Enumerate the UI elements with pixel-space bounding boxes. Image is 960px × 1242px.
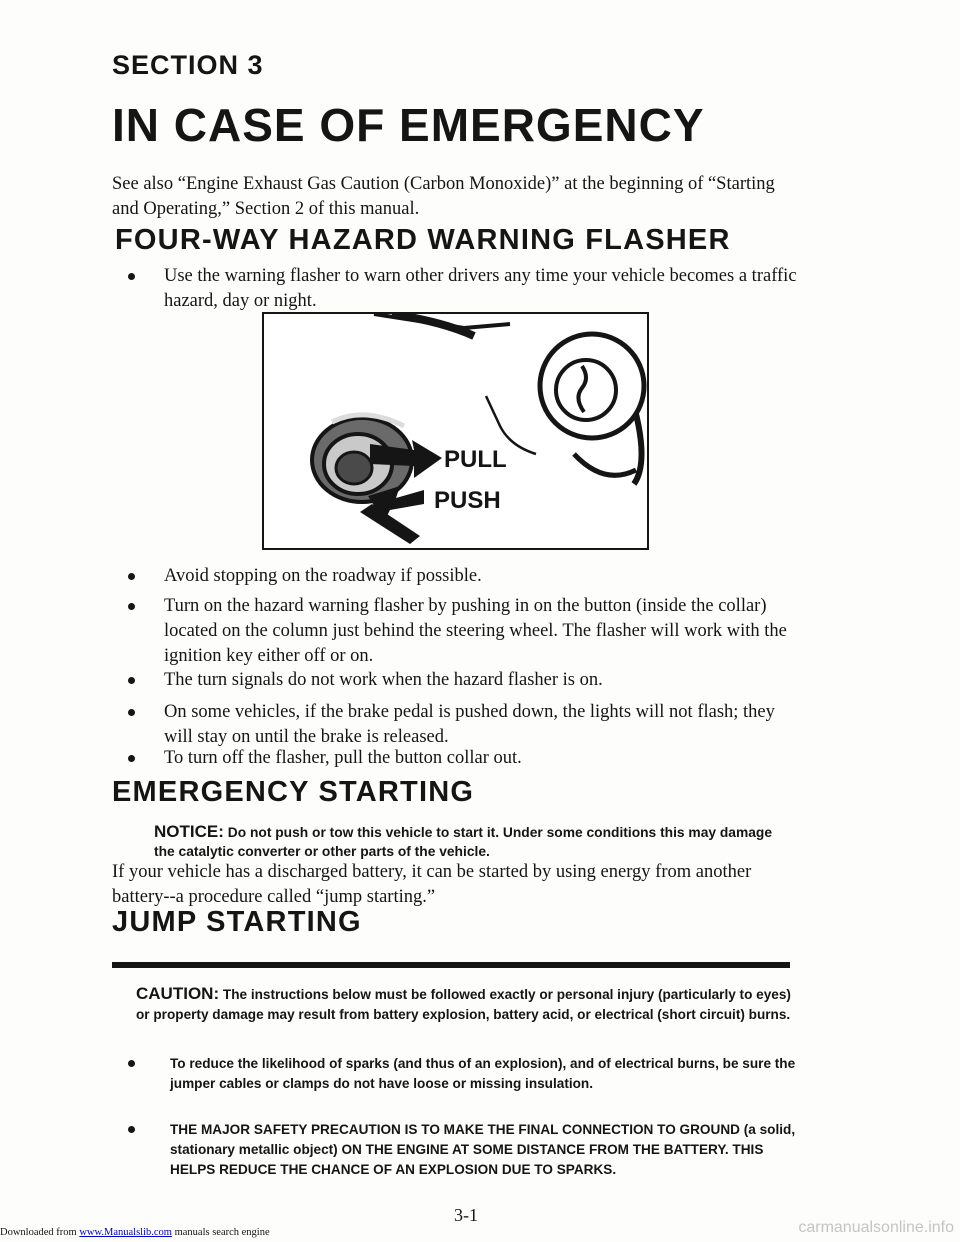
page-number: 3-1: [454, 1205, 478, 1225]
notice-lead: NOTICE:: [154, 822, 224, 841]
steering-column-illustration: [264, 314, 647, 548]
notice-text: Do not push or tow this vehicle to start it. Under some conditions this may damage the catalytic converter or other parts of the vehicle.: [154, 825, 773, 859]
list-item: [128, 668, 798, 693]
bullet-icon: [128, 603, 135, 610]
hazard-flasher-illustration: [262, 312, 649, 550]
emergency-starting-heading: EMERGENCY STARTING: [112, 776, 475, 808]
list-item: [128, 1120, 800, 1180]
push-label: PUSH: [434, 487, 501, 514]
jump-starting-heading: JUMP STARTING: [112, 906, 362, 938]
hazard-flasher-heading: FOUR-WAY HAZARD WARNING FLASHER: [115, 224, 731, 256]
caution-divider: [112, 962, 790, 968]
list-item: [128, 746, 798, 771]
caution-text: The instructions below must be followed exactly or personal injury (particularly to eyes) or property damage may result from battery explosion, battery acid, or electrical (short circuit) burns.: [136, 987, 791, 1022]
bullet-icon: [128, 1126, 135, 1133]
caution-box: [136, 984, 801, 1025]
list-item: [128, 564, 798, 589]
bullet-text: On some vehicles, if the brake pedal is pushed down, the lights will not flash; they will stay on until the brake is released.: [164, 702, 775, 747]
download-footer: [0, 1227, 270, 1238]
watermark: carmanualsonline.info: [798, 1219, 954, 1236]
footer-prefix: Downloaded from: [0, 1227, 80, 1238]
bullet-text: To reduce the likelihood of sparks (and thus of an explosion), and of electrical burns, be sure the jumper cables or clamps do not have loose or missing insulation.: [170, 1056, 796, 1091]
caution-lead: CAUTION:: [136, 984, 220, 1003]
bullet-text: To turn off the flasher, pull the button collar out.: [164, 748, 522, 768]
pull-label: PULL: [444, 446, 507, 473]
list-item: [128, 1054, 800, 1094]
intro-paragraph: See also “Engine Exhaust Gas Caution (Carbon Monoxide)” at the beginning of “Starting and Operating,” Section 2 of this manual.: [112, 174, 775, 219]
bullet-icon: [128, 677, 135, 684]
bullet-icon: [128, 755, 135, 762]
bullet-text: The turn signals do not work when the hazard flasher is on.: [164, 670, 603, 690]
bullet-text: Turn on the hazard warning flasher by pushing in on the button (inside the collar) located on the column just behind the steering wheel. The flasher will work with the ignition key either off or on.: [164, 596, 787, 666]
list-item: [128, 594, 798, 669]
bullet-icon: [128, 273, 135, 280]
page-title: IN CASE OF EMERGENCY: [112, 99, 705, 151]
bullet-icon: [128, 573, 135, 580]
emergency-starting-paragraph: If your vehicle has a discharged battery, it can be started by using energy from another battery--a procedure called “jump starting.”: [112, 862, 752, 907]
list-item: [128, 264, 798, 314]
manualslib-link[interactable]: www.Manualslib.com: [79, 1227, 172, 1238]
bullet-icon: [128, 1060, 135, 1067]
bullet-text: THE MAJOR SAFETY PRECAUTION IS TO MAKE THE FINAL CONNECTION TO GROUND (a solid, stationary metallic object) ON THE ENGINE AT SOME DISTANCE FROM THE BATTERY. THIS HELPS REDUCE THE CHANCE OF AN EXPLOSION DUE TO SPARKS.: [170, 1122, 796, 1177]
list-item: [128, 700, 798, 750]
bullet-text: Use the warning flasher to warn other drivers any time your vehicle becomes a traffic hazard, day or night.: [164, 266, 797, 311]
notice-box: [154, 822, 794, 861]
footer-suffix: manuals search engine: [171, 1227, 270, 1238]
section-label: SECTION 3: [112, 50, 264, 80]
bullet-icon: [128, 709, 135, 716]
bullet-text: Avoid stopping on the roadway if possible.: [164, 566, 482, 586]
